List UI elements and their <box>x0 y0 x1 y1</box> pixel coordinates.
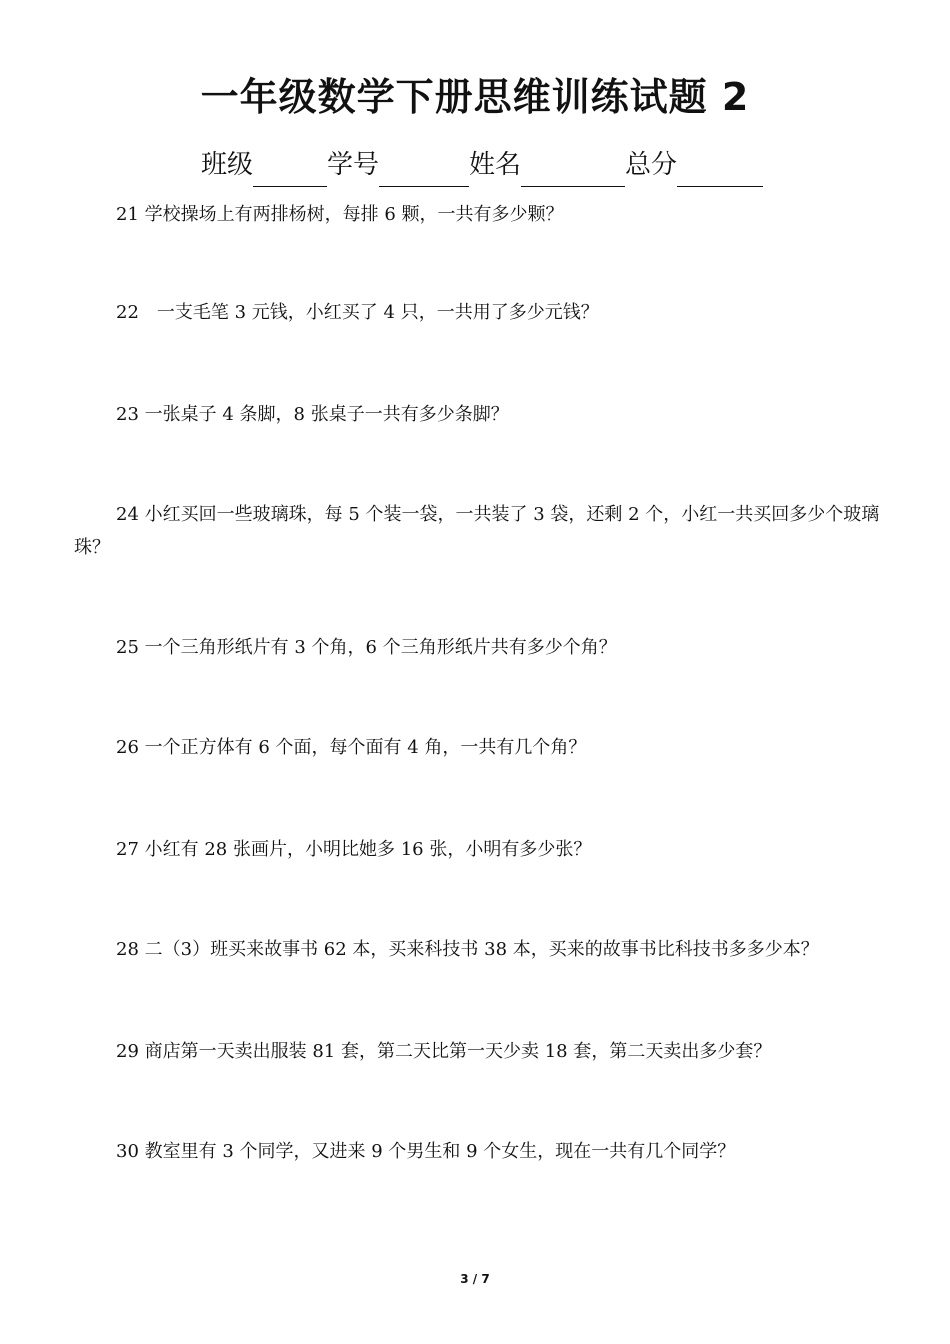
student-number-blank[interactable] <box>379 185 469 187</box>
question-24: 24 小红买回一些玻璃珠，每 5 个装一袋，一共装了 3 袋，还剩 2 个，小红一共买回多少个玻璃珠？ <box>74 504 880 558</box>
question-26: 26 一个正方体有 6 个面，每个面有 4 角，一共有几个角？ <box>116 737 587 758</box>
class-blank[interactable] <box>253 185 327 187</box>
page-number: 3 / 7 <box>460 1272 490 1286</box>
question-30: 30 教室里有 3 个同学，又进来 9 个男生和 9 个女生，现在一共有几个同学？ <box>116 1141 736 1162</box>
total-score-blank[interactable] <box>677 185 763 187</box>
question-28: 28 二（3）班买来故事书 62 本，买来科技书 38 本，买来的故事书比科技书多多少本？ <box>116 939 819 960</box>
class-label: 班级 <box>201 150 254 180</box>
question-25: 25 一个三角形纸片有 3 个角，6 个三角形纸片共有多少个角？ <box>116 637 617 658</box>
question-29: 29 商店第一天卖出服装 81 套，第二天比第一天少卖 18 套，第二天卖出多少套？ <box>116 1041 772 1062</box>
question-23: 23 一张桌子 4 条脚，8 张桌子一共有多少条脚？ <box>116 404 509 425</box>
name-label: 姓名 <box>469 150 522 180</box>
question-22: 22 一支毛笔 3 元钱，小红买了 4 只，一共用了多少元钱？ <box>116 302 599 323</box>
name-blank[interactable] <box>521 185 625 187</box>
total-score-label: 总分 <box>625 150 678 180</box>
question-21: 21 学校操场上有两排杨树，每排 6 颗，一共有多少颗？ <box>116 204 564 225</box>
student-info-row <box>201 144 763 188</box>
student-number-label: 学号 <box>327 150 380 180</box>
question-27: 27 小红有 28 张画片，小明比她多 16 张，小明有多少张？ <box>116 839 592 860</box>
page-title: 一年级数学下册思维训练试题 2 <box>200 75 750 119</box>
